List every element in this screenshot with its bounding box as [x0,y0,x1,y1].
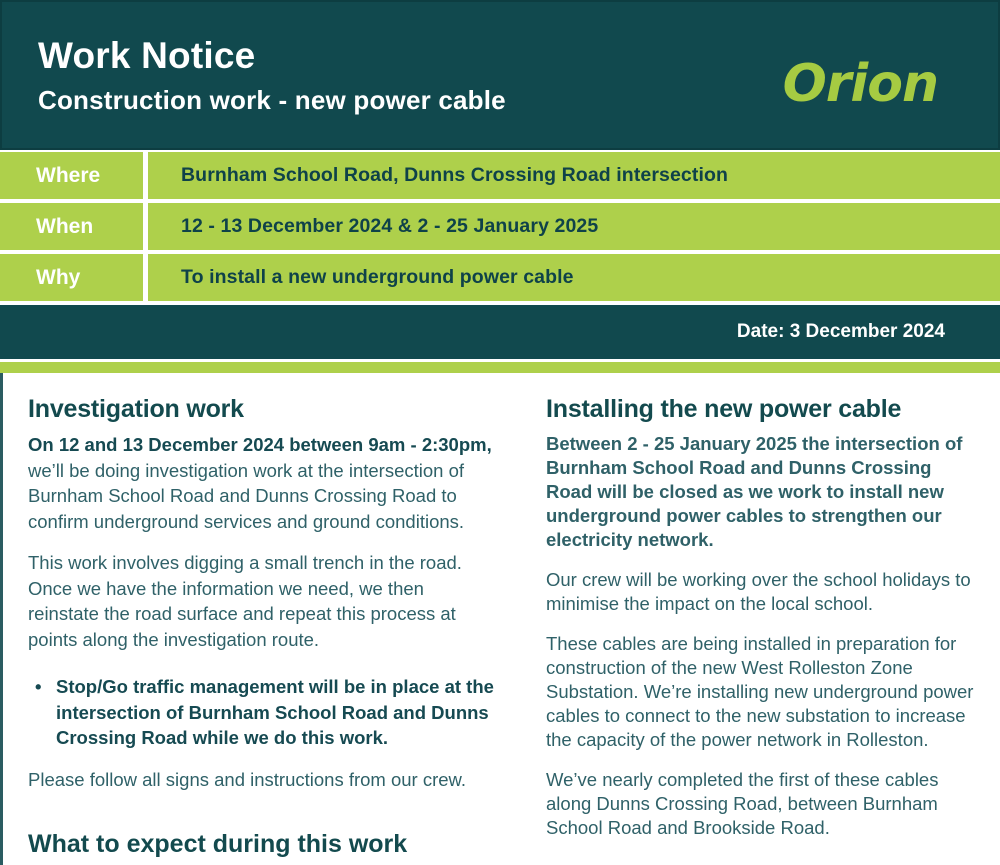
row-label: When [0,203,143,250]
bullet-text: Stop/Go traffic management will be in place at the intersection of Burnham School Road and Dunns Crossing Road while we do this work. [56,676,494,748]
paragraph: Our crew will be working over the school holidays to minimise the impact on the local school. [546,569,971,614]
clipped-section-heading: What to expect during this work [28,830,408,858]
row-value: 12 - 13 December 2024 & 2 - 25 January 2025 [148,203,1000,250]
paragraph: Please follow all signs and instructions from our crew. [28,768,467,790]
section-installing-cable [546,395,975,865]
page-title: Work Notice [38,35,256,76]
bullet-item [28,674,498,751]
page-subtitle: Construction work - new power cable [38,85,506,115]
paragraph-text: we’ll be doing investigation work at the intersection of Burnham School Road and Dunns Crossing Road to confirm underground services and ground conditions. [28,459,465,532]
table-row-where [0,152,1000,199]
content-area [0,373,1000,865]
bullet-icon: • [35,676,42,697]
paragraph: This work involves digging a small trench in the road. Once we have the information we need, we then reinstate the road surface and repeat this process at points along the investigation route. [28,552,462,650]
info-table [0,152,1000,301]
document-header [0,0,1000,150]
row-value: Burnham School Road, Dunns Crossing Road intersection [148,152,1000,199]
orion-logo: Orion [782,54,938,114]
row-value: To install a new underground power cable [148,254,1000,301]
date-bar [0,305,1000,359]
section-heading: Investigation work [28,395,244,423]
paragraph: We’ve nearly completed the first of these cables along Dunns Crossing Road, between Burnham School Road and Brookside Road. [546,769,939,838]
table-row-why [0,254,1000,301]
paragraph [28,432,498,534]
section-investigation-work [28,395,498,865]
table-row-when [0,203,1000,250]
paragraph-bold-intro: Between 2 - 25 January 2025 the intersection of Burnham School Road and Dunns Crossing Road will be closed as we work to install new underground power cables to strengthen our electricity network. [546,433,963,550]
section-heading: Installing the new power cable [546,395,902,423]
date-text: Date: 3 December 2024 [736,321,945,342]
row-label: Where [0,152,143,199]
divider-strip [0,362,1000,373]
row-label: Why [0,254,143,301]
paragraph-bold-intro: On 12 and 13 December 2024 between 9am - 2:30pm, [28,434,492,455]
paragraph: These cables are being installed in preparation for construction of the new West Rolleston Zone Substation. We’re installing new underground power cables to connect to the new substation to increase the capacity of the power network in Rolleston. [546,633,974,750]
